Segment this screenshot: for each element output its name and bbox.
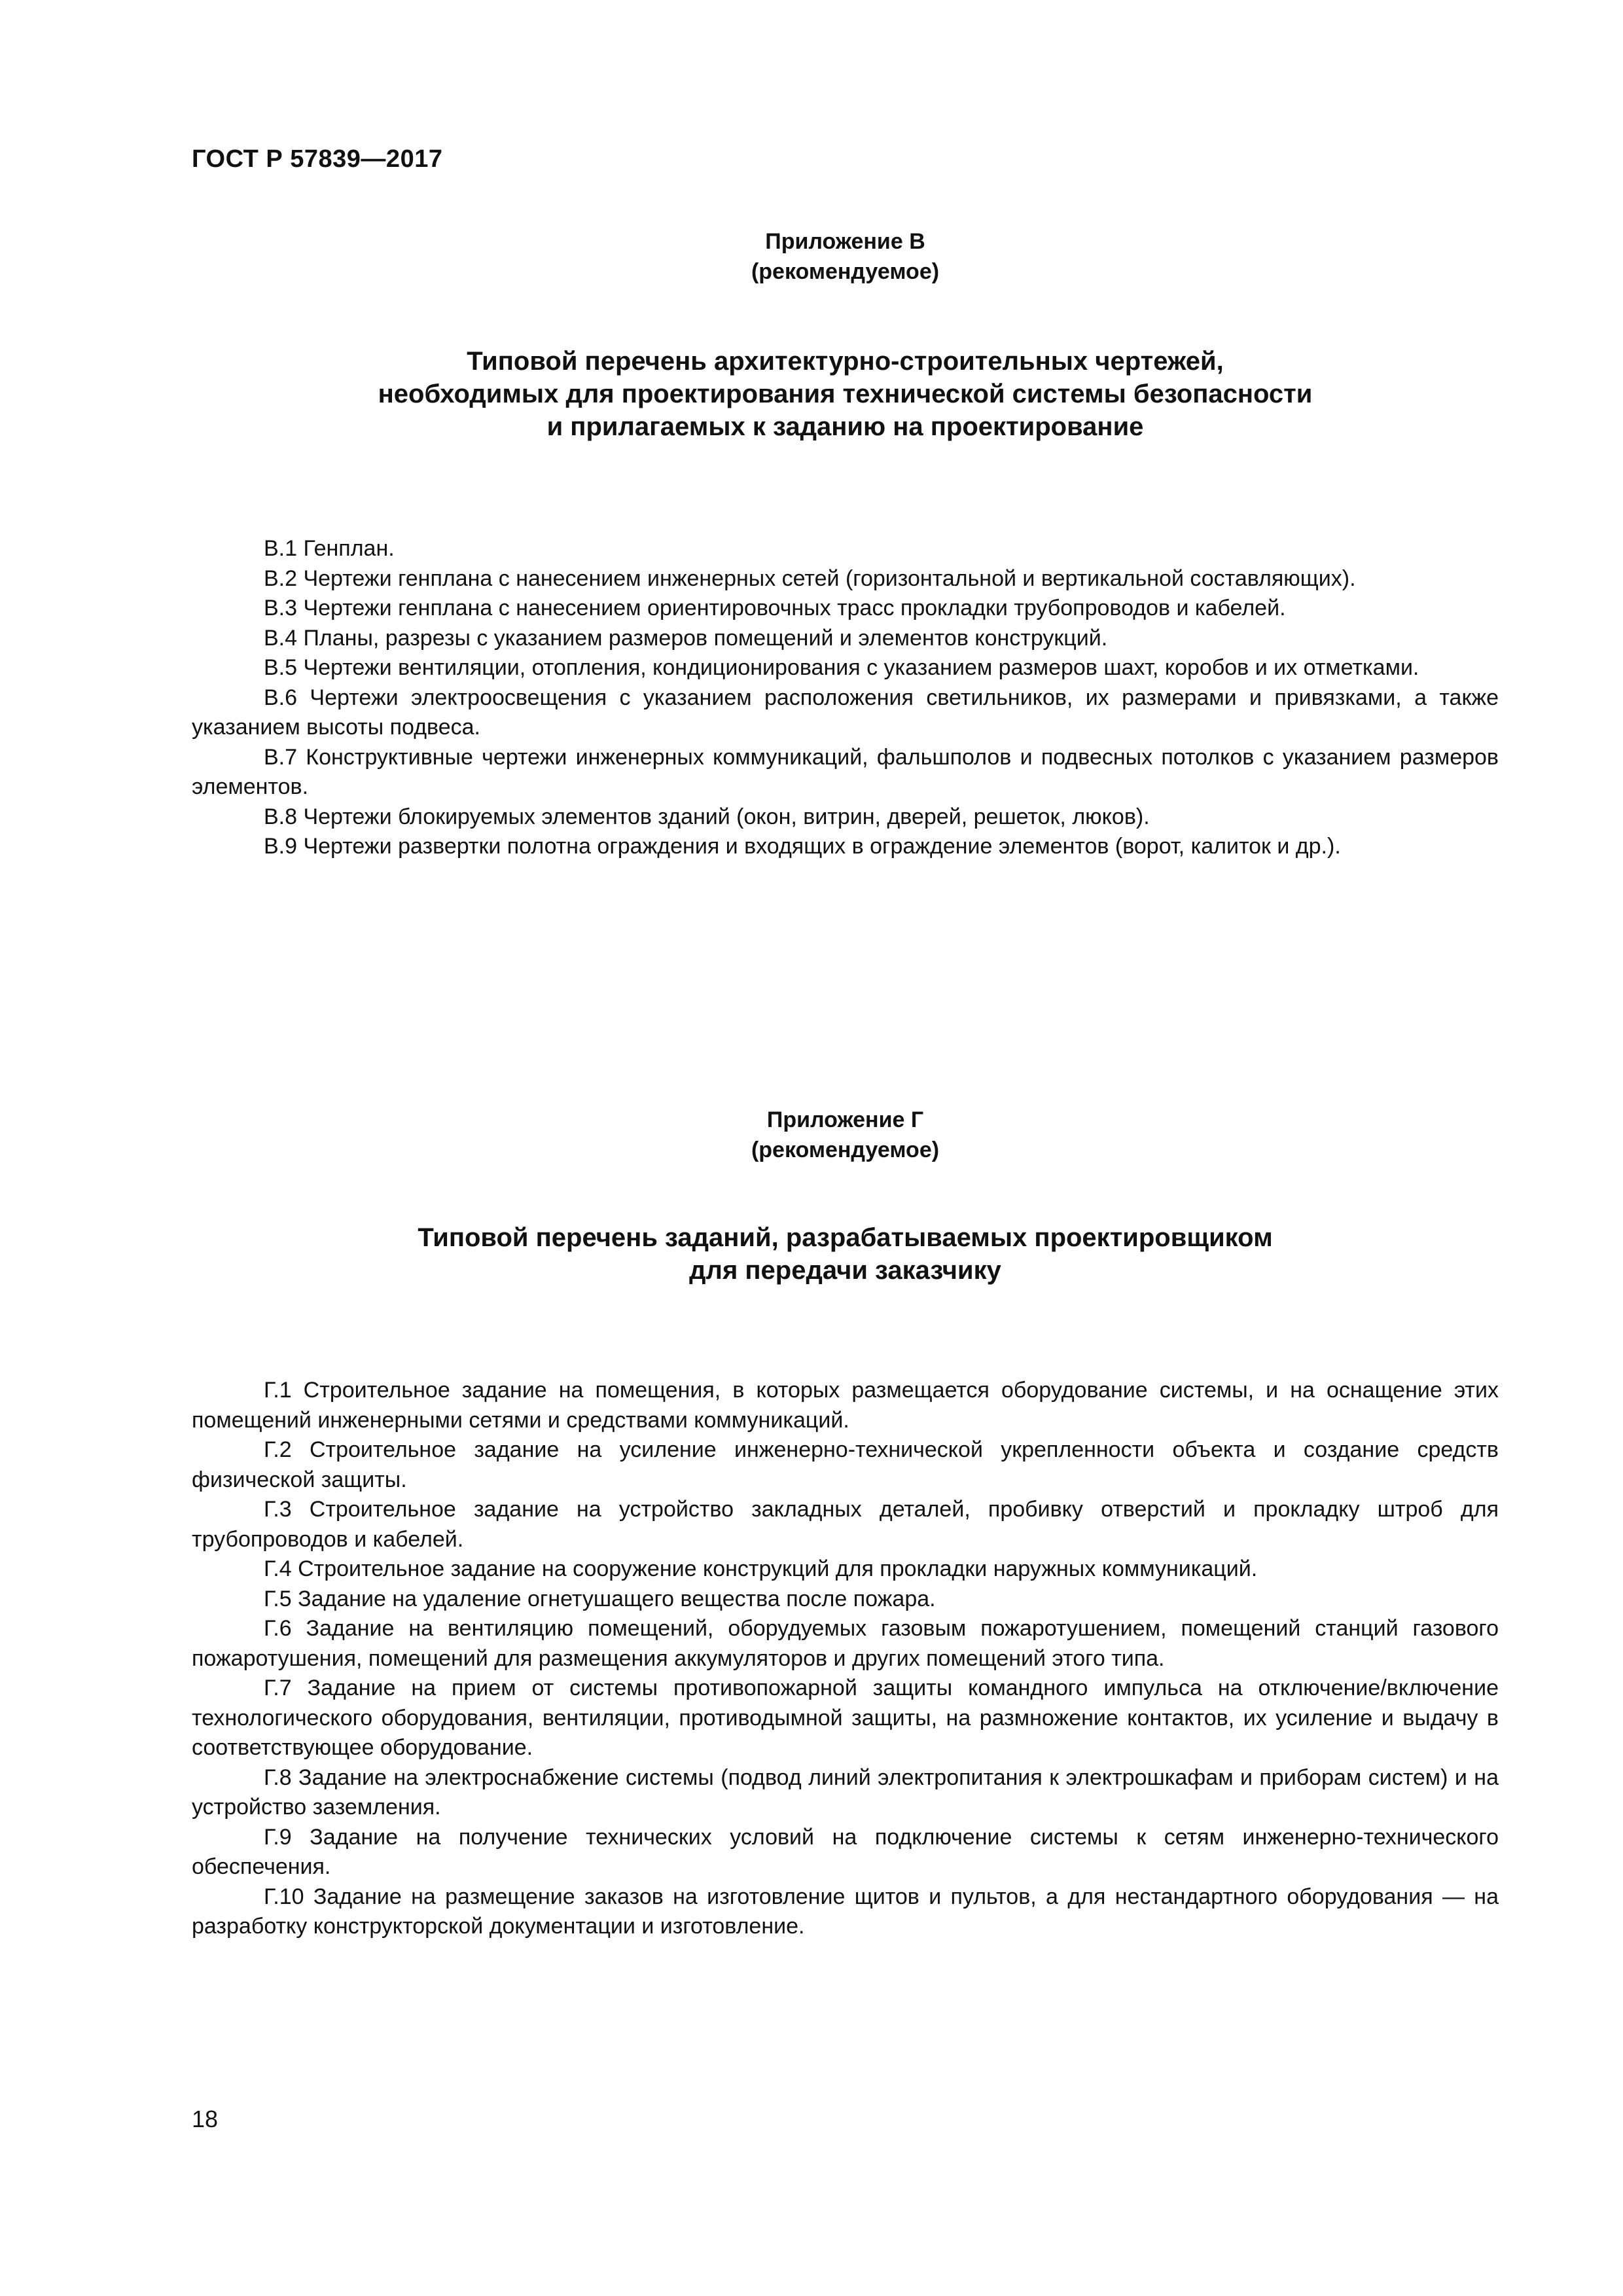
list-item: Г.3 Строительное задание на устройство закладных деталей, пробивку отверстий и прокладку штроб для трубопроводов и кабелей. (192, 1497, 1499, 1552)
appendix-v-heading-line: Типовой перечень архитектурно-строительных чертежей, (467, 347, 1224, 376)
appendix-v-heading-line: необходимых для проектирования технической системы безопасности (378, 380, 1313, 408)
appendix-v-heading-line: и прилагаемых к заданию на проектирование (546, 412, 1144, 441)
list-item: В.6 Чертежи электроосвещения с указанием расположения светильников, их размерами и привязками, а также указанием высоты подвеса. (192, 685, 1499, 740)
appendix-g-heading (192, 1221, 1499, 1287)
appendix-v-items (192, 534, 1499, 862)
list-item: В.5 Чертежи вентиляции, отопления, кондиционирования с указанием размеров шахт, коробов и их отметками. (264, 655, 1419, 680)
page-number: 18 (192, 2106, 219, 2132)
list-item: В.4 Планы, разрезы с указанием размеров помещений и элементов конструкций. (264, 625, 1108, 651)
appendix-v-status: (рекомендуемое) (751, 259, 940, 284)
appendix-v-title: Приложение В (765, 229, 925, 254)
list-item: Г.7 Задание на прием от системы противопожарной защиты командного импульса на отключение/включение технологического оборудования, вентиляции, противодымной защиты, на размножение контактов, их усиление и выдачу в соответствующее оборудование. (192, 1676, 1499, 1760)
appendix-v-label (192, 226, 1499, 287)
list-item: Г.9 Задание на получение технических условий на подключение системы к сетям инженерно-технического обеспечения. (192, 1824, 1499, 1879)
document-code: ГОСТ Р 57839—2017 (192, 145, 443, 173)
list-item: В.3 Чертежи генплана с нанесением ориентировочных трасс прокладки трубопроводов и кабелей. (264, 596, 1286, 620)
list-item: В.7 Конструктивные чертежи инженерных коммуникаций, фальшполов и подвесных потолков с указанием размеров элементов. (192, 744, 1499, 799)
list-item: Г.5 Задание на удаление огнетушащего вещества после пожара. (264, 1586, 936, 1611)
appendix-g-title: Приложение Г (766, 1107, 924, 1132)
list-item: Г.1 Строительное задание на помещения, в которых размещается оборудование системы, и на оснащение этих помещений инженерными сетями и средствами коммуникаций. (192, 1378, 1499, 1433)
list-item: Г.6 Задание на вентиляцию помещений, оборудуемых газовым пожаротушением, помещений станций газового пожаротушения, помещений для размещения аккумуляторов и других помещений этого типа. (192, 1616, 1499, 1671)
appendix-g-label (192, 1105, 1499, 1165)
list-item: В.1 Генплан. (264, 536, 395, 561)
list-item: Г.4 Строительное задание на сооружение конструкций для прокладки наружных коммуникаций. (264, 1556, 1258, 1581)
list-item: Г.8 Задание на электроснабжение системы (подвод линий электропитания к электрошкафам и приборам систем) и на устройство заземления. (192, 1765, 1499, 1820)
list-item: Г.2 Строительное задание на усиление инженерно-технической укрепленности объекта и создание средств физической защиты. (192, 1437, 1499, 1492)
list-item: Г.10 Задание на размещение заказов на изготовление щитов и пультов, а для нестандартного оборудования — на разработку конструкторской документации и изготовление. (192, 1884, 1499, 1939)
list-item: В.9 Чертежи развертки полотна ограждения и входящих в ограждение элементов (ворот, калиток и др.). (264, 834, 1341, 859)
appendix-v-heading (192, 345, 1499, 443)
list-item: В.8 Чертежи блокируемых элементов зданий (окон, витрин, дверей, решеток, люков). (264, 804, 1150, 829)
appendix-g-heading-line: для передачи заказчику (689, 1256, 1001, 1285)
appendix-g-items (192, 1376, 1499, 1942)
list-item: В.2 Чертежи генплана с нанесением инженерных сетей (горизонтальной и вертикальной составляющих). (264, 565, 1356, 591)
appendix-g-status: (рекомендуемое) (751, 1138, 940, 1162)
appendix-g-heading-line: Типовой перечень заданий, разрабатываемых проектировщиком (418, 1223, 1273, 1252)
